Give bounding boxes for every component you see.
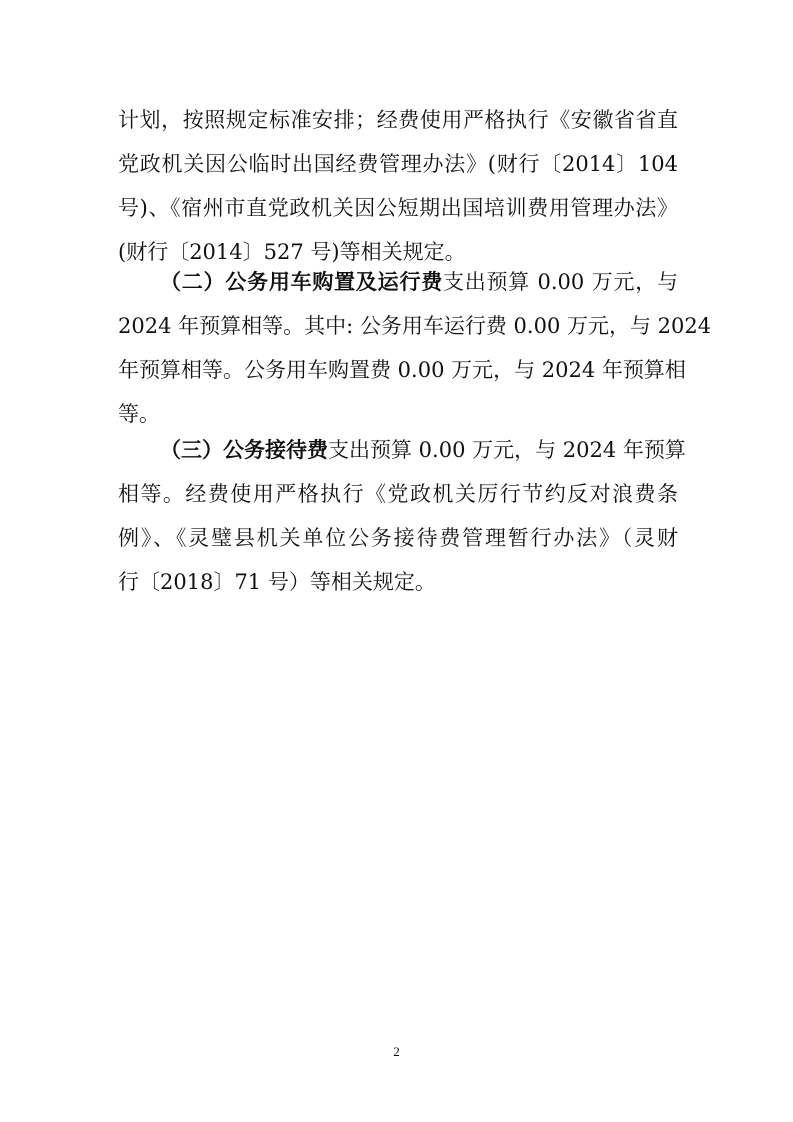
paragraph-reception-expenses bbox=[118, 428, 686, 604]
text-line: 等。 bbox=[118, 402, 160, 426]
text-fragment: 支出预算 0.00 万元，与 2024 年预算 bbox=[328, 438, 686, 462]
text-fragment: 支出预算 0.00 万元，与 bbox=[442, 270, 679, 294]
text-line: (财行〔2014〕527 号)等相关规定。 bbox=[118, 240, 466, 264]
text-line: 计划，按照规定标准安排；经费使用严格执行《安徽省省直 bbox=[118, 108, 678, 132]
text-line: 相等。经费使用严格执行《党政机关厉行节约反对浪费条 bbox=[118, 482, 678, 506]
section-heading: （三）公务接待费 bbox=[160, 438, 328, 462]
text-line: 行〔2018〕71 号）等相关规定。 bbox=[118, 570, 436, 594]
page-number: 2 bbox=[393, 1044, 400, 1059]
text-line: 2024 年预算相等。其中: 公务用车运行费 0.00 万元，与 2024 bbox=[118, 314, 712, 338]
section-heading: （二）公务用车购置及运行费 bbox=[160, 270, 443, 294]
text-line: 党政机关因公临时出国经费管理办法》(财行〔2014〕104 bbox=[118, 152, 678, 176]
paragraph-overseas-travel bbox=[118, 98, 678, 274]
paragraph-vehicle-expenses bbox=[118, 260, 712, 436]
text-line: 号)、《宿州市直党政机关因公短期出国培训费用管理办法》 bbox=[118, 196, 678, 220]
text-line bbox=[118, 260, 678, 304]
text-line: 年预算相等。公务用车购置费 0.00 万元，与 2024 年预算相 bbox=[118, 358, 686, 382]
text-line: 例》、《灵璧县机关单位公务接待费管理暂行办法》（灵财 bbox=[118, 526, 678, 550]
text-line bbox=[118, 428, 686, 472]
